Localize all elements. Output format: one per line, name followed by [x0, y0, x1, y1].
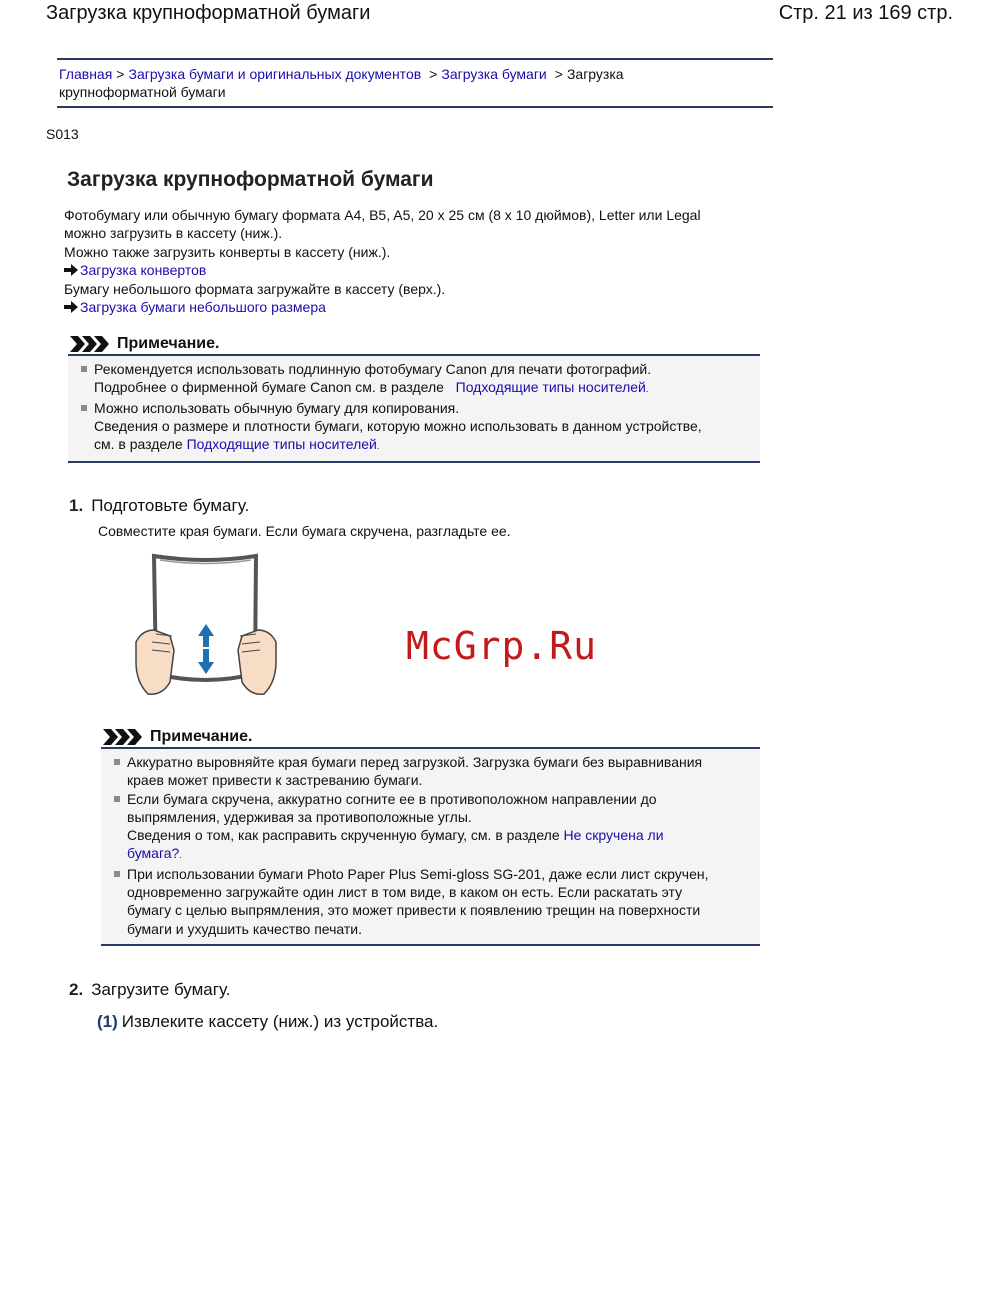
align-paper-illustration — [130, 550, 282, 702]
paper-curled-link[interactable]: Не скручена ли — [563, 827, 664, 844]
note-header — [68, 334, 760, 354]
breadcrumb — [57, 58, 773, 108]
intro-line: Можно также загрузить конверты в кассету (ниж.). — [64, 243, 391, 260]
substep-text: Извлеките кассету (ниж.) из устройства. — [121, 1012, 439, 1031]
loading-envelopes-link[interactable]: Загрузка конвертов — [80, 262, 207, 279]
document-code: S013 — [46, 126, 79, 142]
note-text: Можно использовать обычную бумагу для копирования. — [94, 399, 460, 416]
step-1-description: Совместите края бумаги. Если бумага скручена, разгладьте ее. — [98, 523, 511, 539]
breadcrumb-link-home[interactable]: Главная — [59, 66, 113, 82]
note-text: краев может привести к застреванию бумаги. — [127, 772, 423, 789]
note-title: Примечание. — [117, 335, 220, 352]
suitable-media-link[interactable]: Подходящие типы носителей — [186, 436, 377, 453]
intro-line: можно загрузить в кассету (ниж.). — [64, 225, 283, 242]
note-text: Подробнее о фирменной бумаге Canon см. в разделе Подходящие типы носителей. — [94, 379, 649, 396]
intro-text — [64, 206, 764, 316]
note-item — [113, 790, 752, 865]
note-text: см. в разделе Подходящие типы носителей. — [94, 436, 380, 453]
step-title: Подготовьте бумагу. — [91, 496, 250, 515]
suitable-media-link[interactable]: Подходящие типы носителей — [455, 379, 646, 396]
bullet-icon — [81, 405, 87, 411]
note-item — [80, 360, 752, 399]
note-text: При использовании бумаги Photo Paper Plus Semi-gloss SG-201, даже если лист скручен, — [127, 865, 709, 882]
note-text: выпрямления, удерживая за противоположные углы. — [127, 808, 472, 825]
breadcrumb-link-loading-paper[interactable]: Загрузка бумаги — [441, 66, 547, 82]
note-title: Примечание. — [150, 728, 253, 745]
note-text: бумаги и ухудшить качество печати. — [127, 920, 362, 937]
note-text: одновременно загружайте один лист в том виде, в каком он есть. Если раскатать эту — [127, 884, 683, 901]
right-arrow-icon — [64, 264, 78, 276]
bullet-icon — [114, 796, 120, 802]
intro-line: Бумагу небольшого формата загружайте в кассету (верх.). — [64, 280, 446, 297]
note-header — [101, 727, 760, 747]
step-1 — [69, 496, 249, 516]
note-text: бумагу с целью выпрямления, это может привести к появлению трещин на поверхности — [127, 902, 701, 919]
breadcrumb-separator: > — [116, 66, 125, 82]
small-paper-link-row — [64, 298, 764, 316]
note-box — [101, 727, 760, 946]
breadcrumb-separator: > — [429, 66, 438, 82]
note-chevrons-icon — [68, 336, 114, 352]
main-heading: Загрузка крупноформатной бумаги — [67, 168, 434, 191]
watermark: McGrp.Ru — [406, 624, 598, 668]
substep-number: (1) — [97, 1012, 118, 1031]
breadcrumb-link-loading-paper-originals[interactable]: Загрузка бумаги и оригинальных документов — [128, 66, 422, 82]
page-title: Загрузка крупноформатной бумаги — [46, 2, 371, 24]
bullet-icon — [81, 366, 87, 372]
intro-line: Фотобумагу или обычную бумагу формата A4, B5, A5, 20 x 25 см (8 x 10 дюймов), Letter или Legal — [64, 207, 701, 223]
note-text: бумага?. — [127, 845, 182, 862]
note-text: Рекомендуется использовать подлинную фотобумагу Canon для печати фотографий. — [94, 361, 652, 377]
step-title: Загрузите бумагу. — [91, 980, 231, 999]
note-item — [113, 865, 752, 938]
step-number: 1. — [69, 496, 84, 515]
breadcrumb-separator: > — [554, 66, 563, 82]
right-arrow-icon — [64, 301, 78, 313]
step-number: 2. — [69, 980, 84, 999]
substep-1 — [97, 1012, 438, 1032]
note-text: Если бумага скручена, аккуратно согните ее в противоположном направлении до — [127, 790, 657, 807]
loading-small-paper-link[interactable]: Загрузка бумаги небольшого размера — [80, 299, 326, 316]
paper-curled-link-continued[interactable]: бумага? — [127, 845, 180, 862]
note-item — [80, 399, 752, 456]
note-box — [68, 334, 760, 463]
note-text-part: Подробнее о фирменной бумаге Canon см. в разделе — [94, 379, 444, 396]
bullet-icon — [114, 871, 120, 877]
note-text: Сведения о размере и плотности бумаги, которую можно использовать в данном устройстве, — [94, 417, 702, 434]
note-text-part: см. в разделе — [94, 436, 183, 453]
envelope-link-row — [64, 261, 764, 279]
note-chevrons-icon — [101, 729, 147, 745]
note-text: Аккуратно выровняйте края бумаги перед загрузкой. Загрузка бумаги без выравнивания — [127, 754, 703, 770]
note-body — [101, 747, 760, 946]
note-item — [113, 753, 752, 790]
step-2 — [69, 980, 230, 1000]
note-body — [68, 354, 760, 463]
breadcrumb-current-continued: крупноформатной бумаги — [59, 84, 226, 100]
page-counter: Стр. 21 из 169 стр. — [778, 2, 953, 24]
note-text-part: Сведения о том, как расправить скрученную бумагу, см. в разделе — [127, 827, 560, 844]
note-text — [127, 826, 752, 844]
bullet-icon — [114, 759, 120, 765]
breadcrumb-current: Загрузка — [566, 66, 624, 82]
